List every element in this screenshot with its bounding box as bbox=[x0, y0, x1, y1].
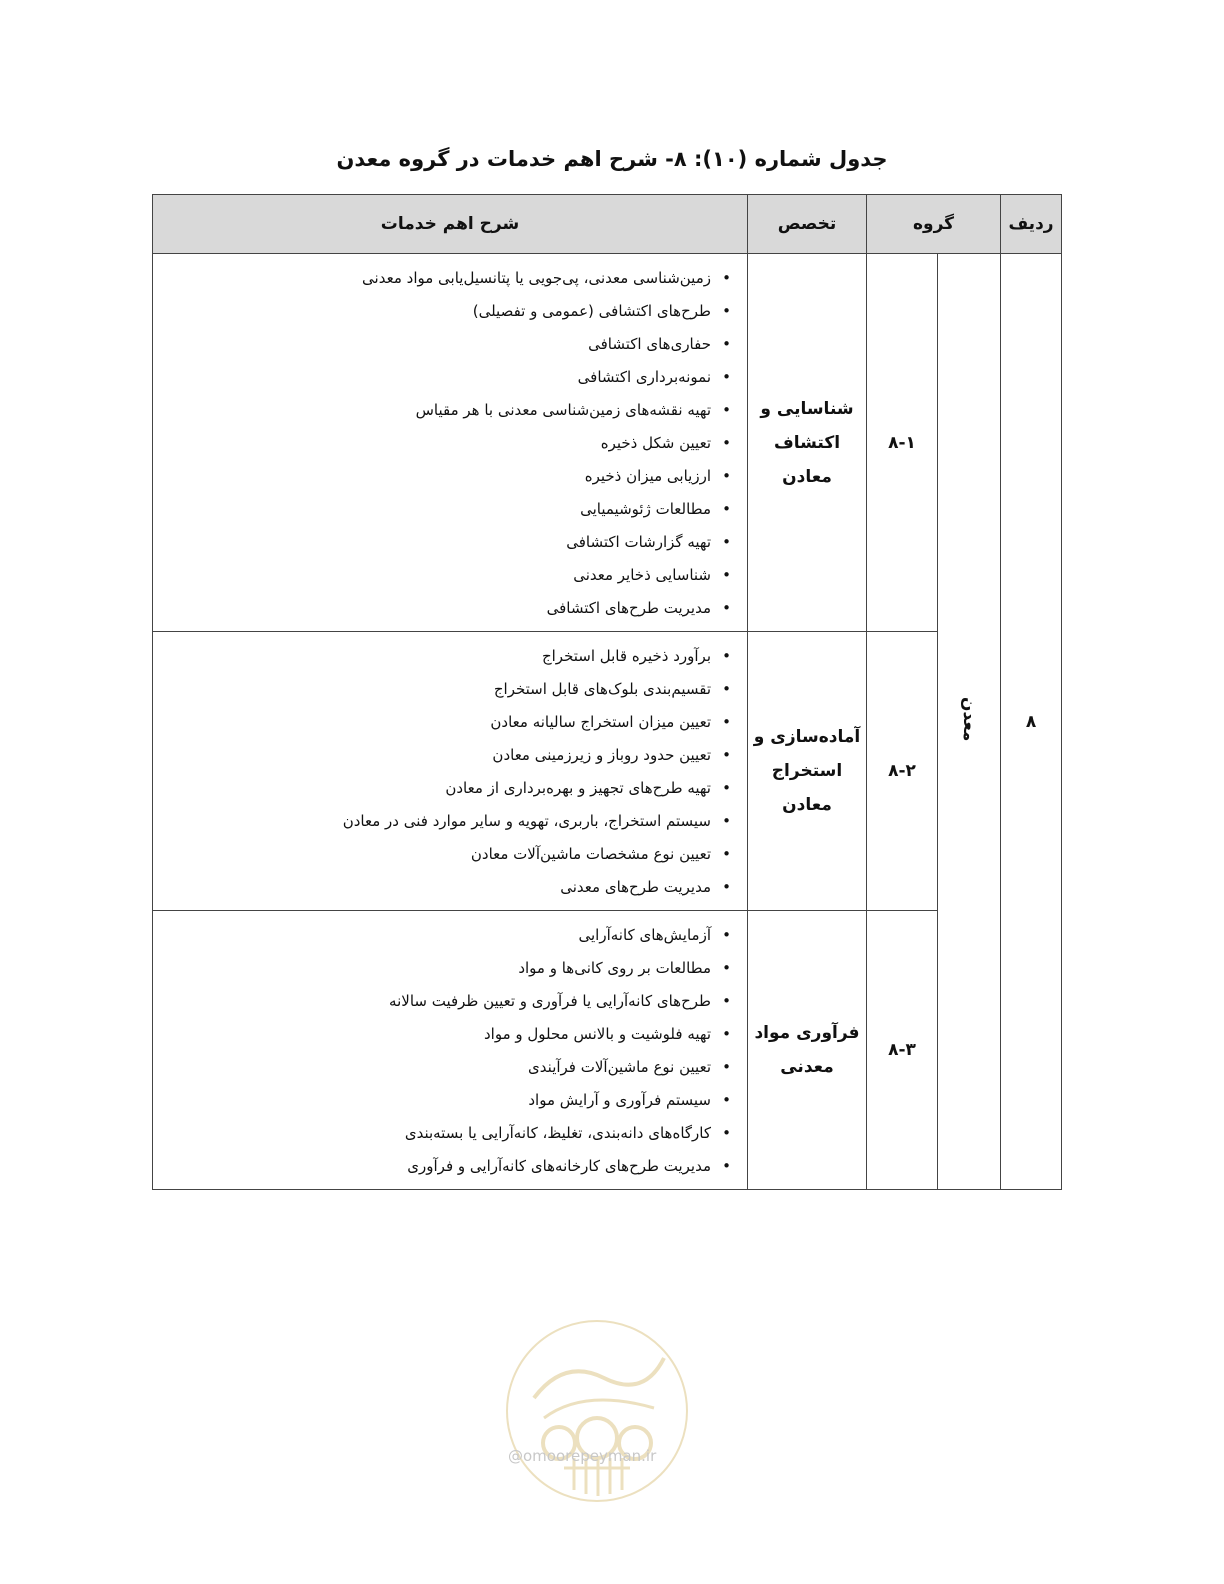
services-list bbox=[153, 911, 747, 1189]
list-item: • تعیین حدود روباز و زیرزمینی معادن bbox=[161, 739, 737, 772]
section-code: ۸-۲ bbox=[867, 632, 938, 911]
section-code: ۸-۱ bbox=[867, 254, 938, 632]
list-item: • نمونه‌برداری اکتشافی bbox=[161, 361, 737, 394]
list-item: • مطالعات ژئوشیمیایی bbox=[161, 493, 737, 526]
list-item: • حفاری‌های اکتشافی bbox=[161, 328, 737, 361]
header-group: گروه bbox=[867, 195, 1001, 254]
section-specialty bbox=[748, 254, 867, 632]
section-services bbox=[153, 254, 748, 632]
list-item: • کارگاه‌های دانه‌بندی، تغلیظ، کانه‌آرایی یا بسته‌بندی bbox=[161, 1117, 737, 1150]
list-item: • طرح‌های کانه‌آرایی یا فرآوری و تعیین ظرفیت سالانه bbox=[161, 985, 737, 1018]
section-specialty bbox=[748, 911, 867, 1190]
list-item: • تهیه گزارشات اکتشافی bbox=[161, 526, 737, 559]
list-item: • مدیریت طرح‌های اکتشافی bbox=[161, 592, 737, 625]
list-item: • شناسایی ذخایر معدنی bbox=[161, 559, 737, 592]
list-item: • تعیین میزان استخراج سالیانه معادن bbox=[161, 706, 737, 739]
list-item: • سیستم استخراج، باربری، تهویه و سایر موارد فنی در معادن bbox=[161, 805, 737, 838]
watermark-website: @omoorepeyman.ir bbox=[508, 1447, 657, 1465]
services-list bbox=[153, 254, 747, 631]
section-services bbox=[153, 632, 748, 911]
table-row bbox=[153, 911, 1062, 1190]
section-code: ۸-۳ bbox=[867, 911, 938, 1190]
list-item: • تعیین نوع ماشین‌آلات فرآیندی bbox=[161, 1051, 737, 1084]
list-item: • تعیین شکل ذخیره bbox=[161, 427, 737, 460]
list-item: • آزمایش‌های کانه‌آرایی bbox=[161, 919, 737, 952]
specialty-line: آماده‌سازی و bbox=[753, 727, 861, 747]
table-title: جدول شماره (۱۰): ۸- شرح اهم خدمات در گروه معدن bbox=[336, 147, 888, 171]
table-row bbox=[153, 254, 1062, 632]
list-item: • مدیریت طرح‌های کارخانه‌های کانه‌آرایی و فرآوری bbox=[161, 1150, 737, 1183]
list-item: • تهیه فلوشیت و بالانس محلول و مواد bbox=[161, 1018, 737, 1051]
specialty-line: استخراج bbox=[771, 761, 843, 781]
list-item: • تهیه طرح‌های تجهیز و بهره‌برداری از معادن bbox=[161, 772, 737, 805]
specialty-line: معدنی bbox=[780, 1057, 834, 1077]
list-item: • ارزیابی میزان ذخیره bbox=[161, 460, 737, 493]
list-item: • سیستم فرآوری و آرایش مواد bbox=[161, 1084, 737, 1117]
group-name-cell bbox=[938, 254, 1001, 1190]
header-specialty: تخصص bbox=[748, 195, 867, 254]
row-number-cell: ۸ bbox=[1001, 254, 1062, 1190]
watermark-logo bbox=[504, 1318, 690, 1504]
specialty-line: معادن bbox=[782, 466, 832, 487]
header-services: شرح اهم خدمات bbox=[153, 195, 748, 254]
specialty-line: فرآوری مواد bbox=[754, 1023, 860, 1043]
table-row bbox=[153, 632, 1062, 911]
section-specialty bbox=[748, 632, 867, 911]
services-table bbox=[152, 194, 1062, 1190]
specialty-line: شناسایی و bbox=[760, 398, 854, 419]
list-item: • زمین‌شناسی معدنی، پی‌جویی یا پتانسیل‌یابی مواد معدنی bbox=[161, 262, 737, 295]
list-item: • تهیه نقشه‌های زمین‌شناسی معدنی با هر مقیاس bbox=[161, 394, 737, 427]
list-item: • مطالعات بر روی کانی‌ها و مواد bbox=[161, 952, 737, 985]
group-name: معدن bbox=[959, 696, 980, 742]
specialty-line: اکتشاف bbox=[773, 432, 841, 453]
services-list bbox=[153, 632, 747, 910]
list-item: • تقسیم‌بندی بلوک‌های قابل استخراج bbox=[161, 673, 737, 706]
section-services bbox=[153, 911, 748, 1190]
specialty-line: معادن bbox=[782, 795, 832, 815]
header-row-number: ردیف bbox=[1001, 195, 1062, 254]
header-row bbox=[153, 195, 1062, 254]
list-item: • برآورد ذخیره قابل استخراج bbox=[161, 640, 737, 673]
list-item: • طرح‌های اکتشافی (عمومی و تفصیلی) bbox=[161, 295, 737, 328]
list-item: • مدیریت طرح‌های معدنی bbox=[161, 871, 737, 904]
list-item: • تعیین نوع مشخصات ماشین‌آلات معادن bbox=[161, 838, 737, 871]
